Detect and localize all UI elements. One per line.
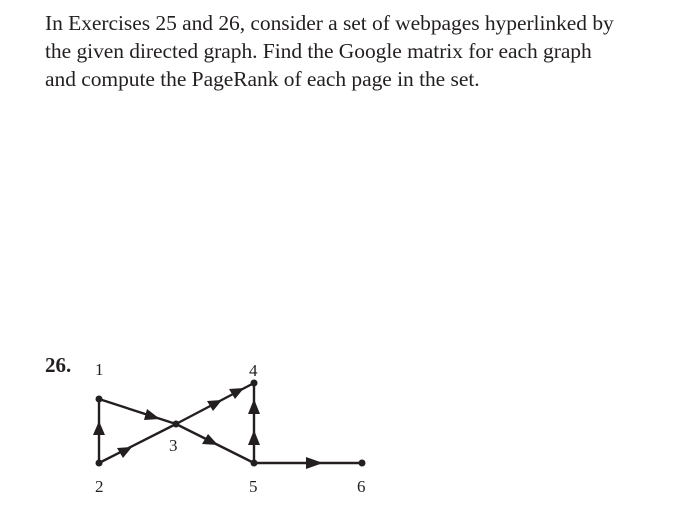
vertex-5 bbox=[251, 460, 258, 467]
vertex-6 bbox=[359, 460, 366, 467]
vertex-3 bbox=[173, 421, 180, 428]
problem-intro-text: In Exercises 25 and 26, consider a set of webpages hyperlinked by the given directed graph. Find the Google matrix for each graph and compute the PageRank of each page in the set. bbox=[45, 11, 614, 91]
edge-2-to-1 bbox=[93, 399, 105, 463]
arrowhead-5-to-4-b bbox=[248, 399, 260, 414]
node-label-4: 4 bbox=[249, 361, 258, 380]
node-label-5: 5 bbox=[249, 477, 258, 496]
edge-5-to-6 bbox=[254, 457, 362, 469]
edge-3-to-5 bbox=[176, 424, 254, 463]
node-label-3: 3 bbox=[169, 436, 178, 455]
edge-1-to-3 bbox=[99, 399, 176, 424]
arrowhead-3-to-4-b bbox=[229, 388, 244, 399]
exercise-number: 26. bbox=[45, 353, 72, 377]
edge-5-to-4 bbox=[248, 383, 260, 463]
node-label-2: 2 bbox=[95, 477, 104, 496]
arrowhead-5-to-4-a bbox=[248, 430, 260, 445]
vertex-4 bbox=[251, 380, 258, 387]
vertex-1 bbox=[96, 396, 103, 403]
node-label-6: 6 bbox=[357, 477, 366, 496]
edge-3-to-4 bbox=[176, 383, 254, 424]
vertex-2 bbox=[96, 460, 103, 467]
arrowhead-5-to-6 bbox=[306, 457, 323, 469]
edge-2-to-3 bbox=[99, 424, 176, 463]
arrowhead-2-to-1 bbox=[93, 421, 105, 435]
node-label-1: 1 bbox=[95, 360, 104, 379]
arrowhead-1-to-3 bbox=[144, 409, 160, 420]
